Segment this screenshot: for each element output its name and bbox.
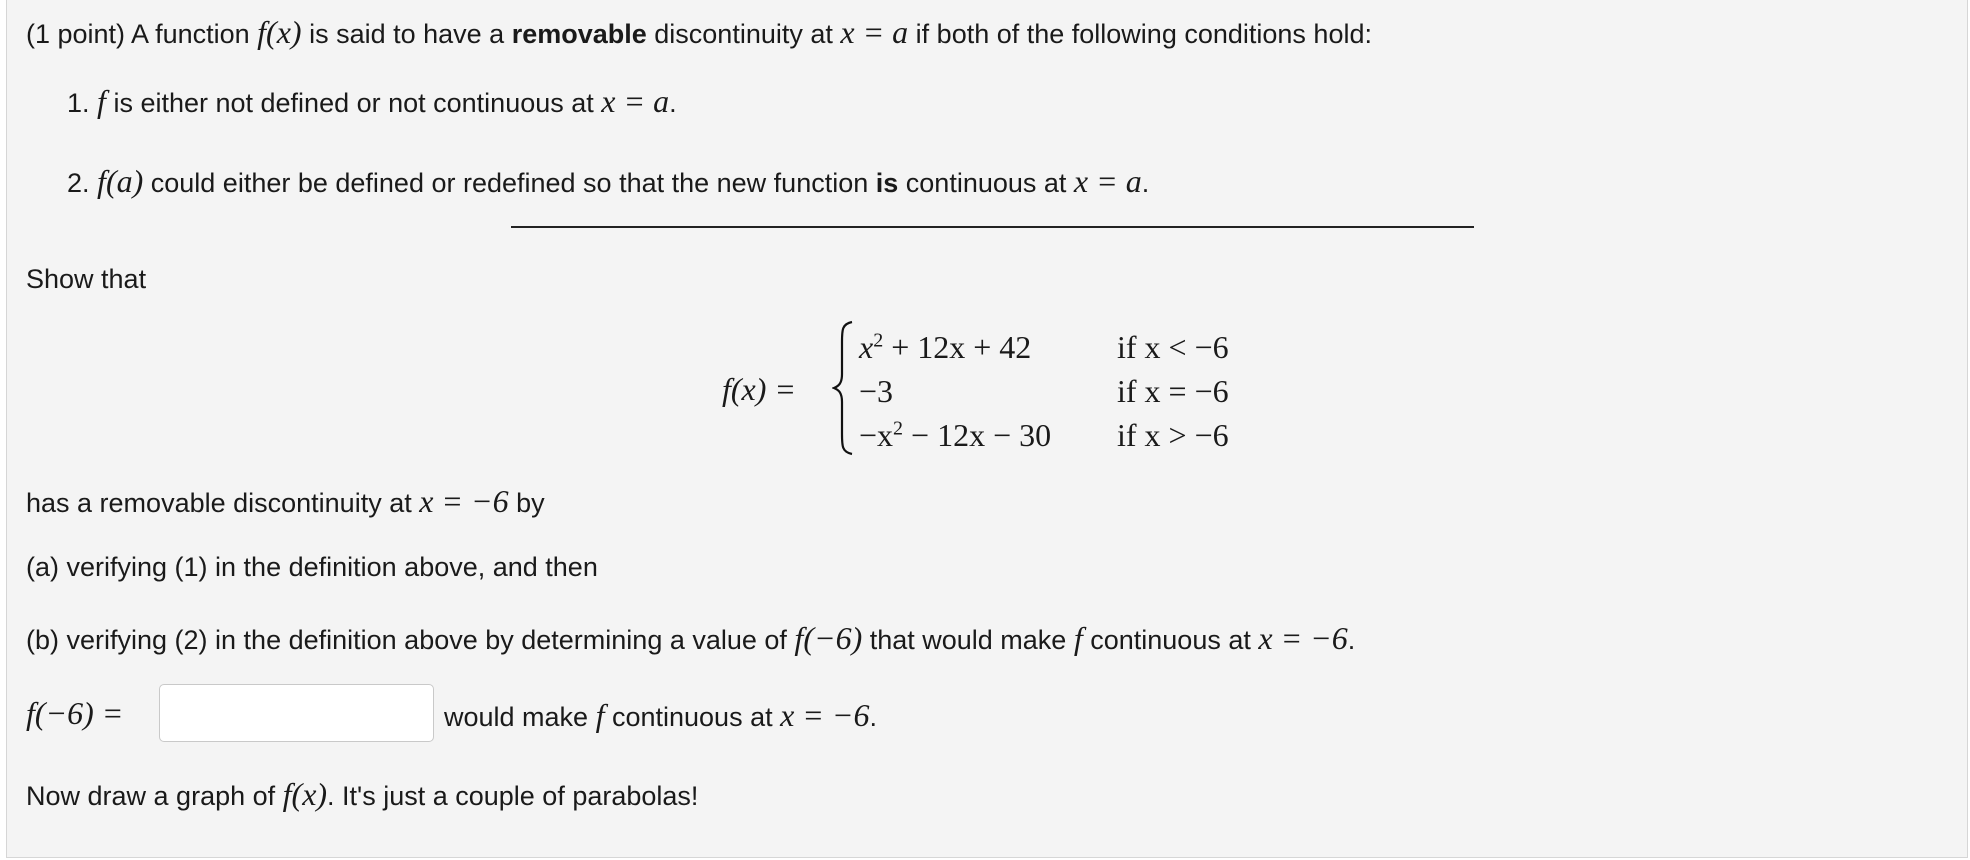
- case-1-rest: + 12x + 42: [883, 329, 1032, 365]
- intro-disc: discontinuity at: [646, 19, 841, 49]
- condition-1-text: is either not defined or not continuous at: [105, 88, 602, 118]
- case-1-cond: if x < −6: [1117, 329, 1229, 365]
- condition-2-fa: f(a): [97, 163, 144, 199]
- part-a: (a) verifying (1) in the definition above, and then: [26, 552, 598, 582]
- answer-lhs-text: f(−6) =: [26, 695, 124, 731]
- divider-rule: [511, 226, 1474, 228]
- answer-input[interactable]: [159, 684, 434, 742]
- answer-after-text: would make: [444, 702, 596, 732]
- case-3-expr: [859, 419, 1051, 451]
- has-removable-math: x = −6: [419, 483, 509, 519]
- piecewise-lhs-text: f(x) =: [722, 371, 796, 407]
- part-b-text2: continuous at: [1082, 625, 1259, 655]
- intro-points: (1 point) A function: [26, 19, 258, 49]
- case-3-pre: −x: [859, 417, 894, 453]
- part-b-mid: that would make: [862, 625, 1074, 655]
- part-b-math2: x = −6: [1258, 620, 1348, 656]
- condition-2-number: 2.: [67, 168, 90, 198]
- answer-math: x = −6: [780, 697, 870, 733]
- case-2-expr: −3: [859, 373, 894, 409]
- condition-1-math: x = a: [601, 83, 670, 119]
- has-removable: [26, 485, 545, 517]
- condition-2-text2: continuous at: [898, 168, 1074, 198]
- has-removable-end: by: [508, 488, 545, 518]
- has-removable-text: has a removable discontinuity at: [26, 488, 420, 518]
- case-3-rest: − 12x − 30: [903, 417, 1052, 453]
- condition-1-end: .: [669, 88, 677, 118]
- answer-end: .: [869, 702, 877, 732]
- condition-2-math: x = a: [1073, 163, 1142, 199]
- graph-prompt: [26, 778, 698, 810]
- condition-2-text: could either be defined or redefined so that the new function: [143, 168, 876, 198]
- part-b-f: f: [1073, 620, 1083, 656]
- condition-1-number: 1.: [67, 88, 90, 118]
- condition-2: [67, 165, 1149, 197]
- intro-removable: removable: [511, 19, 647, 49]
- intro-cond: if both of the following conditions hold:: [908, 19, 1372, 49]
- case-2-cond: if x = −6: [1117, 373, 1229, 409]
- intro-said: is said to have a: [301, 19, 512, 49]
- part-b-text: (b) verifying (2) in the definition above by determining a value of: [26, 625, 795, 655]
- answer-f: f: [595, 697, 605, 733]
- condition-1-f: f: [97, 83, 106, 119]
- condition-2-end: .: [1141, 168, 1150, 198]
- case-1-expr: [859, 331, 1031, 363]
- condition-2-bold: is: [875, 168, 899, 198]
- show-that: Show that: [26, 264, 147, 294]
- graph-prompt-text: Now draw a graph of: [26, 781, 283, 811]
- answer-lhs: [26, 697, 123, 729]
- answer-after2: continuous at: [604, 702, 781, 732]
- intro-fx: f(x): [257, 14, 302, 50]
- left-brace-icon: [832, 320, 856, 456]
- graph-prompt-end: . It's just a couple of parabolas!: [327, 781, 699, 811]
- part-b-math: f(−6): [794, 620, 863, 656]
- case-1-exp: 2: [873, 329, 884, 352]
- part-b-end: .: [1347, 625, 1356, 655]
- intro-x-eq-a: x = a: [840, 14, 909, 50]
- case-3-exp: 2: [893, 417, 904, 440]
- part-b: [26, 622, 1355, 654]
- answer-after: [444, 699, 877, 731]
- intro-sentence: [26, 16, 1372, 48]
- case-1-x: x: [859, 329, 874, 365]
- condition-1: [67, 85, 677, 117]
- piecewise-lhs: [722, 373, 796, 405]
- problem-panel: [6, 0, 1968, 858]
- graph-prompt-math: f(x): [282, 776, 328, 812]
- case-3-cond: if x > −6: [1117, 417, 1229, 453]
